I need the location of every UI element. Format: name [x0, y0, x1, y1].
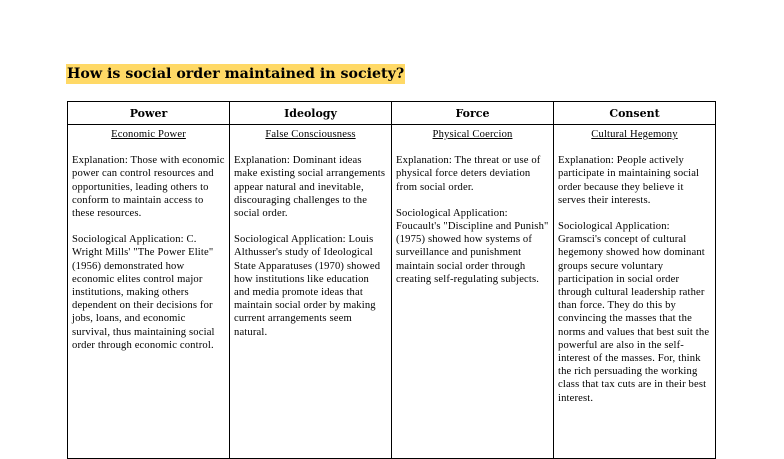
cell-ideology	[230, 125, 392, 459]
cell-application: Sociological Application: C. Wright Mills' "The Power Elite" (1956) demonstrated how economic elites control major institutions, making others dependent on their decisions for jobs, loans, and economic survival, thus maintaining social order through economic control.	[72, 234, 215, 351]
cell-power	[68, 125, 230, 459]
cell-subheading: Physical Coercion	[432, 129, 513, 140]
social-order-table	[67, 101, 716, 459]
cell-explanation: Explanation: The threat or use of physical force deters deviation from social order.	[396, 155, 541, 193]
cell-subheading: False Consciousness	[265, 129, 356, 140]
cell-application: Sociological Application: Gramsci's concept of cultural hegemony showed how dominant groups secure voluntary participation in social order through cultural leadership rather than force. They do this by convincing the masses that the norms and values that best suit the powerful are also in the self-interest of the masses. For, think the rich persuading the working class that tax cuts are in their best interest.	[558, 221, 710, 404]
cell-application: Sociological Application: Foucault's "Discipline and Punish" (1975) showed how systems of surveillance and punishment maintain social order through creating self-regulating subjects.	[396, 207, 549, 285]
table-row	[68, 125, 716, 459]
header-consent: Consent	[554, 102, 716, 125]
cell-explanation: Explanation: People actively participate in maintaining social order because they believe it serves their interests.	[558, 155, 700, 206]
cell-subheading: Economic Power	[111, 129, 186, 140]
header-ideology: Ideology	[230, 102, 392, 125]
cell-explanation: Explanation: Those with economic power can control resources and opportunities, leading others to conform to maintain access to these resources.	[72, 155, 225, 220]
header-power: Power	[68, 102, 230, 125]
cell-consent	[554, 125, 716, 459]
document-title: How is social order maintained in society?	[67, 66, 405, 82]
header-force: Force	[392, 102, 554, 125]
cell-explanation: Explanation: Dominant ideas make existing social arrangements appear natural and inevitable, discouraging challenges to the social order.	[234, 155, 386, 220]
cell-application: Sociological Application: Louis Althusser's study of Ideological State Apparatuses (1970) showed how institutions like education and media promote ideas that maintain social order by making current arrangements seem natural.	[234, 234, 381, 338]
table-header-row	[68, 102, 716, 125]
cell-force	[392, 125, 554, 459]
cell-subheading: Cultural Hegemony	[591, 129, 678, 140]
